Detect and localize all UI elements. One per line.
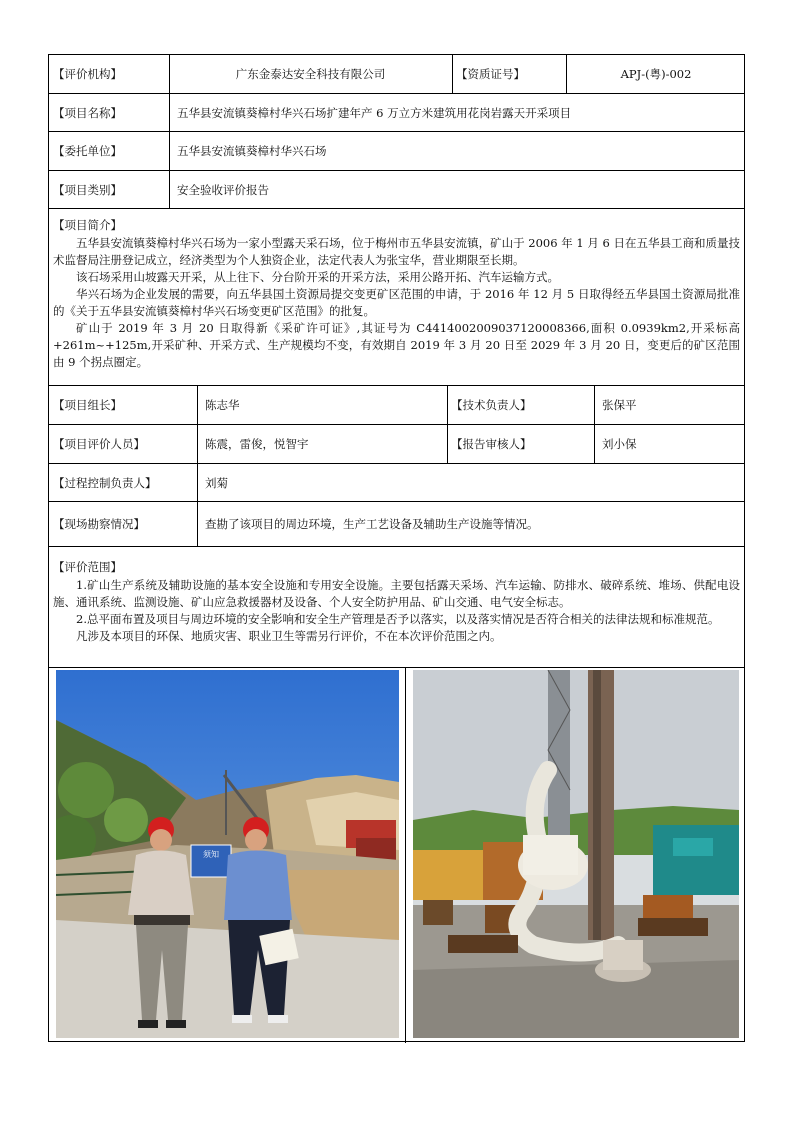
reviewer-label: 【报告审核人】 [451, 437, 532, 451]
intro-heading: 【项目简介】 [53, 218, 122, 232]
intro-paragraph: 华兴石场为企业发展的需要，向五华县国土资源局提交变更矿区范围的申请，于 2016 年 12 月 5 日取得经五华县国土资源局批准的《关于五华县安流镇葵樟村华兴石场变更矿区范围》的批复。 [53, 287, 740, 318]
row-evaluators [49, 425, 744, 464]
cert-value: APJ-(粤)-002 [620, 67, 692, 81]
row-survey [49, 502, 744, 547]
intro-paragraph: 五华县安流镇葵樟村华兴石场为一家小型露天采石场，位于梅州市五华县安流镇，矿山于 2006 年 1 月 6 日在五华县工商和质量技术监督局注册登记成立，经济类型为个人独资企业，法定代表人为张宝华，营业期限至长期。 [53, 236, 740, 267]
evaluation-form [48, 54, 745, 1042]
photo-site-inspectors [56, 670, 399, 1038]
photo-section [49, 668, 744, 1043]
evaluators-value: 陈震，雷俊，悦智宇 [205, 437, 309, 451]
survey-label: 【现场勘察情况】 [53, 517, 145, 531]
evaluators-label: 【项目评价人员】 [53, 437, 145, 451]
org-label: 【评价机构】 [53, 67, 122, 81]
project-value: 五华县安流镇葵樟村华兴石场扩建年产 6 万立方米建筑用花岗岩露天开采项目 [177, 105, 572, 120]
type-value: 安全验收评价报告 [177, 182, 269, 197]
scope-paragraph: 凡涉及本项目的环保、地质灾害、职业卫生等需另行评价，不在本次评价范围之内。 [76, 629, 502, 643]
row-org [49, 55, 744, 94]
reviewer-value: 刘小保 [602, 437, 637, 451]
leader-value: 陈志华 [205, 398, 240, 412]
type-label: 【项目类别】 [53, 182, 122, 197]
tech-value: 张保平 [602, 398, 637, 412]
row-leader [49, 386, 744, 425]
process-label: 【过程控制负责人】 [53, 475, 157, 490]
tech-label: 【技术负责人】 [451, 398, 532, 412]
scope-paragraph: 2.总平面布置及项目与周边环境的安全影响和安全生产管理是否予以落实，以及落实情况是否符合相关的法律法规和标准规范。 [76, 612, 720, 626]
cert-label: 【资质证号】 [456, 67, 525, 81]
intro-section [49, 209, 744, 386]
scope-section [49, 547, 744, 668]
client-value: 五华县安流镇葵樟村华兴石场 [177, 144, 327, 158]
scope-paragraph: 1.矿山生产系统及辅助设施的基本安全设施和专用安全设施。主要包括露天采场、汽车运输、防排水、破碎系统、堆场、供配电设施、通讯系统、监测设施、矿山应急救援器材及设备、个人安全防护用品、矿山交通、电气安全标志。 [53, 578, 740, 609]
intro-paragraph: 该石场采用山坡露天开采，从上往下、分台阶开采的开采方法，采用公路开拓、汽车运输方式。 [76, 270, 559, 284]
row-client [49, 132, 744, 171]
process-value: 刘菊 [205, 475, 228, 490]
survey-value: 查勘了该项目的周边环境，生产工艺设备及辅助生产设施等情况。 [205, 517, 539, 531]
sign-text: 须知 [203, 850, 219, 859]
leader-label: 【项目组长】 [53, 398, 122, 412]
scope-heading: 【评价范围】 [53, 560, 122, 574]
org-value: 广东金泰达安全科技有限公司 [235, 67, 386, 81]
intro-paragraph: 矿山于 2019 年 3 月 20 日取得新《采矿许可证》,其证号为 C4414002009037120008366,面积 0.0939km2,开采标高+261m~+125m,开采矿种、开采方式、生产规模均不变，有效期自 2019 年 3 月 20 日至 2029 年 3 月 20 日，变更后的矿区范围由 9 个拐点圈定。 [53, 321, 740, 369]
row-type [49, 171, 744, 209]
photo-drilling-rig [413, 670, 739, 1038]
row-project [49, 94, 744, 132]
project-label: 【项目名称】 [53, 105, 122, 120]
row-process [49, 464, 744, 502]
client-label: 【委托单位】 [53, 144, 122, 158]
